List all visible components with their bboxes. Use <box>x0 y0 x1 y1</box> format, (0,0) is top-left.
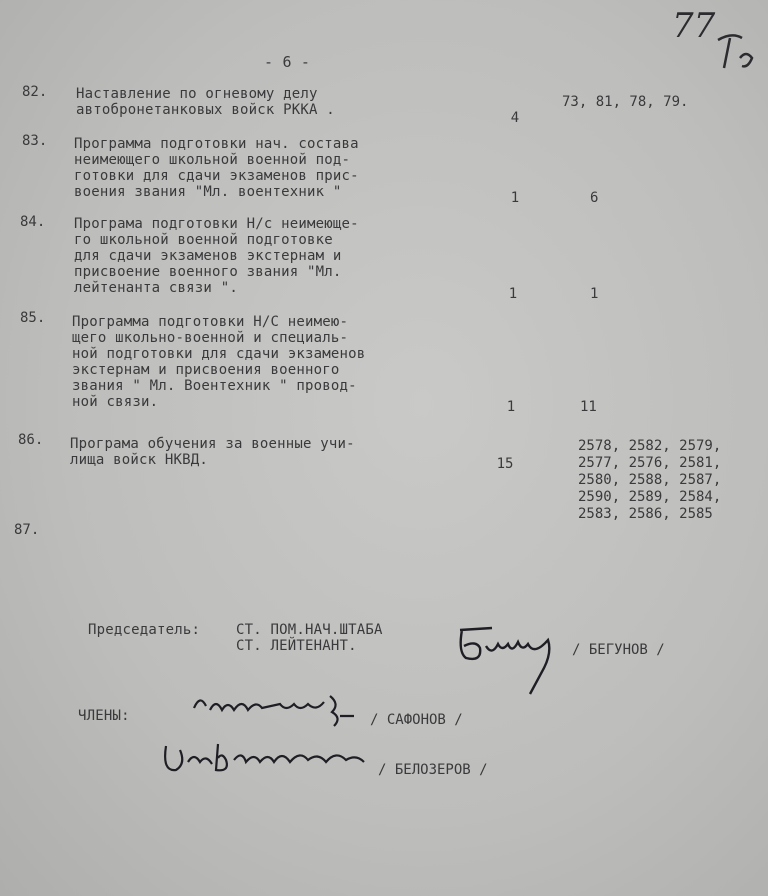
entry-number: 87. <box>14 522 40 538</box>
entry-number: 83. <box>22 133 48 149</box>
entry-line: экстернам и присвоения военного <box>72 362 340 378</box>
entry-line: для сдачи экзаменов экстернам и <box>74 248 342 264</box>
entry-quantity: 4 <box>510 110 520 126</box>
entry-line: Програма подготовки Н/с неимеюще- <box>74 216 359 232</box>
entry-refs: 2583, 2586, 2585 <box>578 506 713 522</box>
entry-refs: 2577, 2576, 2581, <box>578 455 722 471</box>
member-name: / БЕЛОЗЕРОВ / <box>378 762 488 778</box>
entry-line: ной связи. <box>72 394 159 410</box>
entry-line: присвоение военного звания "Мл. <box>74 264 342 280</box>
entry-line: ной подготовки для сдачи экзаменов <box>72 346 366 362</box>
entry-line: воения звания "Мл. воентехник " <box>74 184 342 200</box>
entry-quantity: 1 <box>508 286 518 302</box>
archive-mark: 77 <box>672 6 716 46</box>
entry-line: неимеющего школьной военной под- <box>74 152 351 168</box>
chairman-title-line2: СТ. ЛЕЙТЕНАНТ. <box>236 638 357 654</box>
member-signature <box>190 690 360 730</box>
entry-refs: 1 <box>590 286 599 302</box>
chairman-label: Председатель: <box>88 622 201 638</box>
entry-number: 82. <box>22 84 48 100</box>
member-name: / САФОНОВ / <box>370 712 463 728</box>
entry-quantity: 1 <box>506 399 516 415</box>
chairman-signature <box>452 622 572 698</box>
archive-mark-scribble <box>712 28 762 78</box>
entry-refs: 2578, 2582, 2579, <box>578 438 722 454</box>
entry-number: 86. <box>18 432 44 448</box>
entry-refs: 73, 81, 78, 79. <box>562 94 689 110</box>
entry-line: готовки для сдачи экзаменов прис- <box>74 168 359 184</box>
chairman-name: / БЕГУНОВ / <box>572 642 665 658</box>
entry-line: автобронетанковых войск РККА . <box>76 102 335 118</box>
entry-refs: 6 <box>590 190 599 206</box>
entry-number: 85. <box>20 310 46 326</box>
entry-line: го школьной военной подготовке <box>74 232 333 248</box>
member-signature <box>160 726 380 788</box>
entry-line: Програма обучения за военные учи- <box>70 436 355 452</box>
entry-line: лейтенанта связи ". <box>74 280 238 296</box>
entry-line: Наставление по огневому делу <box>76 86 318 102</box>
entry-line: лища войск НКВД. <box>70 452 209 468</box>
entry-line: Программа подготовки нач. состава <box>74 136 359 152</box>
entry-refs: 2590, 2589, 2584, <box>578 489 722 505</box>
entry-line: щего школьно-военной и специаль- <box>72 330 349 346</box>
entry-number: 84. <box>20 214 46 230</box>
entry-refs: 2580, 2588, 2587, <box>578 472 722 488</box>
entry-line: Программа подготовки Н/С неимею- <box>72 314 349 330</box>
chairman-title-line1: СТ. ПОМ.НАЧ.ШТАБА <box>236 622 383 638</box>
entry-quantity: 1 <box>510 190 520 206</box>
page-number: - 6 - <box>264 53 311 71</box>
entry-refs: 11 <box>580 399 597 415</box>
entry-line: звания " Мл. Воентехник " провод- <box>72 378 357 394</box>
members-label: ЧЛЕНЫ: <box>78 708 130 724</box>
entry-quantity: 15 <box>496 456 514 472</box>
